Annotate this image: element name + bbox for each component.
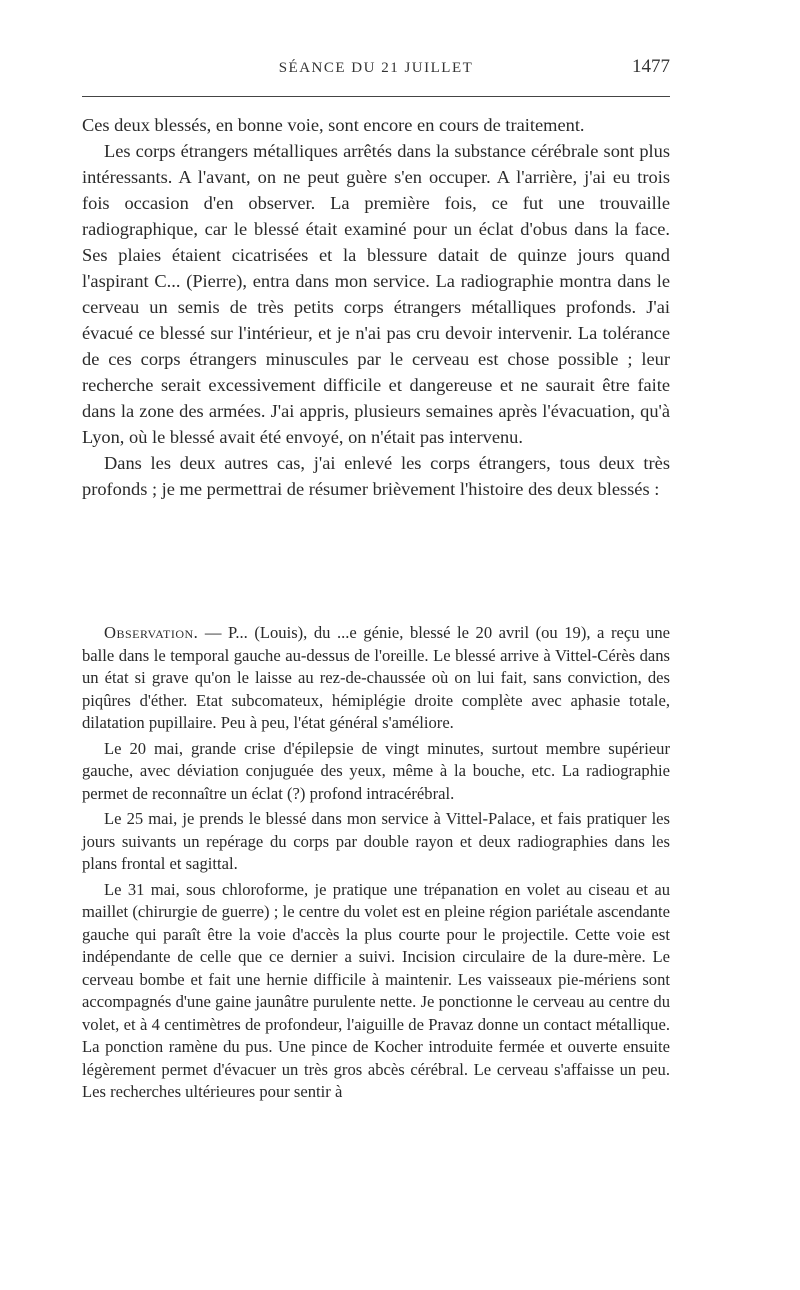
- page-number: 1477: [632, 56, 670, 77]
- main-text: [82, 112, 670, 502]
- paragraph-1: Ces deux blessés, en bonne voie, sont encore en cours de traitement.: [82, 115, 585, 135]
- observation-paragraph-2: Le 20 mai, grande crise d'épilepsie de vingt minutes, surtout membre supérieur gauche, avec déviation conjuguée des yeux, même à la bouche, etc. La radiographie permet de reconnaître un éclat (?) profond intracérébral.: [82, 738, 670, 803]
- header-rule: [82, 96, 670, 97]
- paragraph-3: Dans les deux autres cas, j'ai enlevé les corps étrangers, tous deux très profonds ; je me permettrai de résumer brièvement l'histoire des deux blessés :: [82, 453, 670, 499]
- observation-paragraph-1: [82, 622, 670, 735]
- running-title: SÉANCE DU 21 JUILLET: [278, 60, 474, 76]
- observation-paragraph-4: Le 31 mai, sous chloroforme, je pratique une trépanation en volet au ciseau et au maillet (chirurgie de guerre) ; le centre du volet est en pleine région pariétale ascendante gauche qui paraît être la voie d'accès la plus courte pour le projectile. Cette voie est indépendante de celle que ce dernier a suivi. Incision circulaire de la dure-mère. Le cerveau bombe et fait une hernie difficile à maintenir. Les vaisseaux pie-mériens sont accompagnés d'une gaine jaunâtre purulente nette. Je ponctionne le cerveau au centre du volet, et à 4 centimètres de profondeur, l'aiguille de Pravaz donne un contact métallique. La ponction ramène du pus. Une pince de Kocher introduite fermée et ouverte ensuite légèrement permet d'évacuer un très gros abcès cérébral. Le cerveau s'affaisse un peu. Les recherches ultérieures pour sentir à: [82, 879, 670, 1101]
- observation-paragraph-3: Le 25 mai, je prends le blessé dans mon service à Vittel-Palace, et fais pratiquer les jours suivants un repérage du corps par double rayon et deux radiographies dans les plans frontal et sagittal.: [82, 809, 670, 873]
- page-header: [82, 56, 670, 86]
- paragraph-2: Les corps étrangers métalliques arrêtés dans la substance cérébrale sont plus intéressants. A l'avant, on ne peut guère s'en occuper. A l'arrière, j'ai eu trois fois occasion d'en observer. La première fois, ce fut une trouvaille radiographique, car le blessé était examiné pour un éclat d'obus dans la face. Ses plaies étaient cicatrisées et la blessure datait de quinze jours quand l'aspirant C... (Pierre), entra dans mon service. La radiographie montra dans le cerveau un semis de très petits corps étrangers métalliques profonds. J'ai évacué ce blessé sur l'intérieur, et je n'ai pas cru devoir intervenir. La tolérance de ces corps étrangers minuscules par le cerveau est chose possible ; leur recherche serait excessivement difficile et dangereuse et ne saurait être faite dans la zone des armées. J'ai appris, plusieurs semaines après l'évacuation, qu'à Lyon, où le blessé avait été envoyé, on n'était pas intervenu.: [82, 141, 670, 447]
- observation-text: — P... (Louis), du ...e génie, blessé le 20 avril (ou 19), a reçu une balle dans le temporal gauche au-dessus de l'oreille. Le blessé arrive à Vittel-Cérès dans un état si grave qu'on le laisse au rez-de-chaussée où on lui fait, sans conviction, des piqûres d'éther. Etat subcomateux, hémiplégie droite complète avec aphasie totale, dilatation pupillaire. Peu à peu, l'état général s'améliore.: [82, 623, 670, 732]
- observation-label: Observation.: [104, 623, 199, 642]
- observation-section: [82, 622, 670, 1107]
